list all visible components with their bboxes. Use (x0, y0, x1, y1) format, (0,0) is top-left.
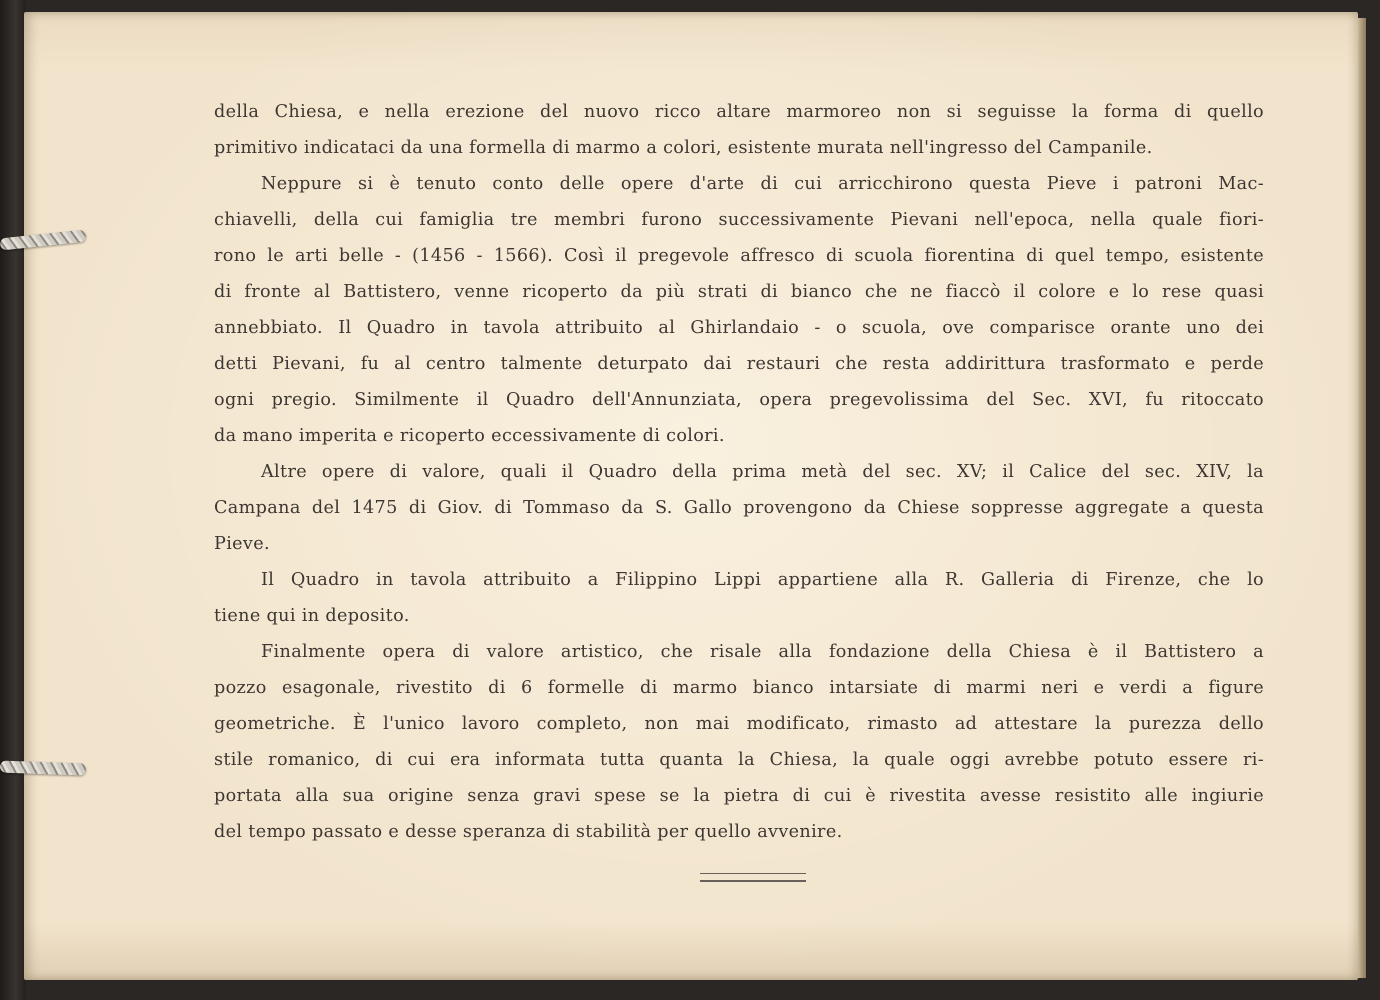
text-line: Campana del 1475 di Giov. di Tommaso da S. Gallo provengono da Chiese soppresse aggregate a questa (214, 498, 1264, 518)
body-text (214, 94, 1264, 850)
text-line: primitivo indicataci da una formella di marmo a colori, esistente murata nell'ingresso del Campanile. (214, 138, 1153, 158)
text-line: rono le arti belle - (1456 - 1566). Così il pregevole affresco di scuola fiorentina di quel tempo, esistente (214, 246, 1264, 266)
text-line: pozzo esagonale, rivestito di 6 formelle di marmo bianco intarsiate di marmi neri e verdi a figure (214, 678, 1264, 698)
text-line: da mano imperita e ricoperto eccessivamente di colori. (214, 426, 725, 446)
paragraph (214, 94, 1264, 166)
paragraph (214, 454, 1264, 562)
text-line: tiene qui in deposito. (214, 606, 410, 626)
text-line: ogni pregio. Similmente il Quadro dell'Annunziata, opera pregevolissima del Sec. XVI, fu ritoccato (214, 390, 1264, 410)
book-binding (0, 0, 26, 1000)
text-line: della Chiesa, e nella erezione del nuovo ricco altare marmoreo non si seguisse la forma di quello (214, 102, 1264, 122)
paragraph (214, 166, 1264, 454)
text-line: annebbiato. Il Quadro in tavola attribuito al Ghirlandaio - o scuola, ove comparisce orante uno dei (214, 318, 1264, 338)
end-divider-rule (700, 873, 806, 882)
text-line: del tempo passato e desse speranza di stabilità per quello avvenire. (214, 822, 843, 842)
text-line: di fronte al Battistero, venne ricoperto da più strati di bianco che ne fiaccò il colore e lo rese quasi (214, 282, 1264, 302)
text-line: detti Pievani, fu al centro talmente deturpato dai restauri che resta addirittura trasformato e perde (214, 354, 1264, 374)
paragraph (214, 634, 1264, 850)
text-line: Pieve. (214, 534, 270, 554)
paragraph (214, 562, 1264, 634)
text-line: portata alla sua origine senza gravi spese se la pietra di cui è rivestita avesse resistito alle ingiurie (214, 786, 1264, 806)
text-line: stile romanico, di cui era informata tutta quanta la Chiesa, la quale oggi avrebbe potuto essere ri- (214, 750, 1264, 770)
text-line: chiavelli, della cui famiglia tre membri furono successivamente Pievani nell'epoca, nella quale fiori- (214, 210, 1264, 230)
text-line: Il Quadro in tavola attribuito a Filippino Lippi appartiene alla R. Galleria di Firenze, che lo (261, 570, 1264, 590)
text-line: Altre opere di valore, quali il Quadro della prima metà del sec. XV; il Calice del sec. XIV, la (261, 462, 1264, 482)
text-line: Finalmente opera di valore artistico, che risale alla fondazione della Chiesa è il Battistero a (261, 642, 1264, 662)
text-line: Neppure si è tenuto conto delle opere d'arte di cui arricchirono questa Pieve i patroni Mac- (261, 174, 1264, 194)
text-line: geometriche. È l'unico lavoro completo, non mai modificato, rimasto ad attestare la purezza dello (214, 714, 1264, 734)
